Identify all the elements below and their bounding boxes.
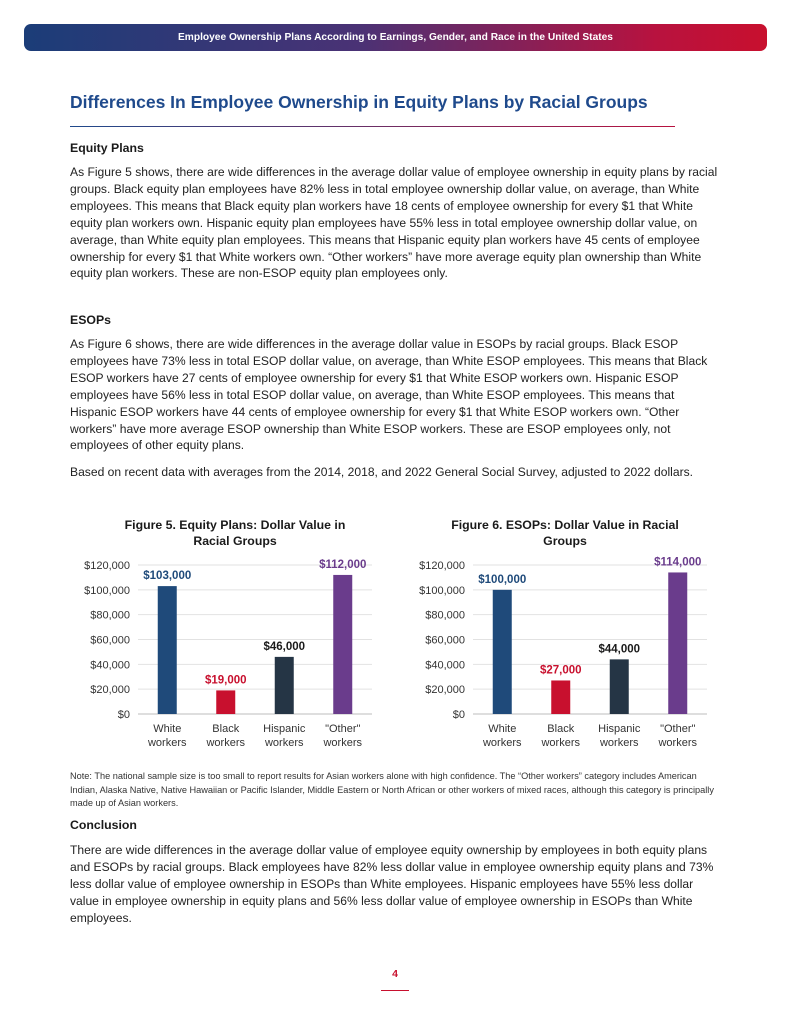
figure-6-title-line-2: Groups	[543, 534, 587, 548]
figure-6-y-tick-label: $0	[452, 709, 465, 721]
esops-heading: ESOPs	[70, 313, 112, 327]
figure-5-chart	[70, 550, 380, 755]
figure-5-y-tick-label: $100,000	[84, 584, 130, 597]
figure-6-title-line-1: Figure 6. ESOPs: Dollar Value in Racial	[451, 518, 679, 532]
figure-6-y-tick-label: $60,000	[425, 634, 465, 647]
figure-6-category-label: workers	[658, 737, 698, 749]
figure-6-y-tick-label: $100,000	[419, 584, 465, 597]
figure-5-data-label: $19,000	[204, 674, 247, 687]
figure-5-category-label: workers	[323, 737, 363, 749]
source-paragraph: Based on recent data with averages from the 2014, 2018, and 2022 General Social Survey, adjusted to 2022 dollars.	[70, 465, 694, 479]
conclusion-heading: Conclusion	[70, 818, 137, 832]
title-divider	[70, 126, 675, 127]
figure-6-category-label: Hispanic	[598, 723, 641, 735]
figure-5-category-label: workers	[147, 737, 187, 749]
figure-5-title-line-2: Racial Groups	[193, 534, 277, 548]
figure-6-category-label: White	[488, 723, 517, 735]
figure-5-bar	[216, 690, 235, 714]
figure-6-bar	[493, 590, 512, 714]
equity-plans-paragraph: As Figure 5 shows, there are wide differences in the average dollar value of employee ownership in equity plans by racial groups. Black equity plan employees have 82% less in total employee ownership dollar value, on average, than White employees. This means that Black equity plan workers have 18 cents of employee ownership for every $1 that White equity plan workers own. Hispanic equity plan employees have 55% less in total employee ownership dollar value, on average, than White equity plan employees. This means that Hispanic equity plan workers have 45 cents of employee ownership for every $1 that White workers own. “Other workers” have more average equity plan ownership than White equity plan workers. These are non-ESOP equity plan employees only.	[70, 165, 718, 281]
figure-6-data-label: $44,000	[598, 643, 641, 656]
figure-6-category-label: Black	[547, 723, 575, 735]
figure-6-data-label: $27,000	[539, 664, 582, 677]
esops-paragraph: As Figure 6 shows, there are wide differences in the average dollar value in ESOPs by racial groups. Black ESOP employees have 73% less in total ESOP dollar value, on average, than White ESOP employees. This means that Black ESOP workers have 27 cents of employee ownership for every $1 that White ESOP workers own. Hispanic ESOP employees have 56% less in total ESOP dollar value, on average, than White ESOP employees. This means that Hispanic ESOP workers have 44 cents of employee ownership for every $1 that White ESOP workers own. “Other workers” have more average ESOP ownership than White ESOP workers. These are ESOP employees only, not employees of other equity plans.	[70, 337, 708, 453]
figure-6-category-label: workers	[541, 737, 581, 749]
figure-6-bar	[551, 680, 570, 714]
figure-5-y-tick-label: $60,000	[90, 634, 130, 647]
section-title: Differences In Employee Ownership in Equity Plans by Racial Groups	[70, 92, 648, 112]
figure-5-y-tick-label: $20,000	[90, 684, 130, 697]
figure-5-category-label: White	[153, 723, 182, 735]
figure-6-data-label: $114,000	[654, 556, 702, 569]
page-number: 4	[392, 968, 398, 980]
figure-5-y-tick-label: $40,000	[90, 659, 130, 672]
figure-5-title-line-1: Figure 5. Equity Plans: Dollar Value in	[124, 518, 346, 532]
figure-5-category-label: Black	[212, 723, 240, 735]
figure-6-bar	[668, 572, 687, 714]
figure-5-bar	[158, 586, 177, 714]
header-banner: Employee Ownership Plans According to Earnings, Gender, and Race in the United States	[24, 24, 767, 51]
figure-5-bar	[333, 575, 352, 714]
figure-6-data-label: $100,000	[478, 573, 527, 586]
figure-6-bar	[610, 659, 629, 714]
figure-6-category-label: "Other"	[660, 723, 696, 735]
figure-5-title	[100, 517, 370, 549]
figure-6-y-tick-label: $80,000	[425, 609, 465, 622]
figure-5-bar	[275, 657, 294, 714]
figure-5-data-label: $103,000	[143, 570, 192, 583]
figure-5-y-tick-label: $120,000	[84, 560, 130, 572]
conclusion-paragraph: There are wide differences in the average dollar value of employee equity ownership by employees in both equity plans and ESOPs by racial groups. Black employees have 82% less dollar value in employee ownership equity plans and 73% less dollar value of employee ownership in ESOPs than White employees. Hispanic employees have 55% less dollar value in employee ownership in equity plans and 56% less dollar value of employee ownership in ESOPs than White employees.	[70, 843, 714, 925]
figure-5-category-label: workers	[206, 737, 246, 749]
figure-5-y-tick-label: $0	[117, 709, 130, 721]
page-number-rule	[381, 990, 409, 991]
figure-6-category-label: workers	[599, 737, 639, 749]
figure-5-data-label: $46,000	[263, 640, 306, 653]
figure-5-category-label: workers	[264, 737, 304, 749]
figure-6-y-tick-label: $40,000	[425, 659, 465, 672]
figure-6-category-label: workers	[482, 737, 522, 749]
footnote: Note: The national sample size is too small to report results for Asian workers alone with high confidence. The “Other workers” category includes American Indian, Alaska Native, Native Hawaiian or Pacific Islander, Middle Eastern or North African or other workers of mixed races, although this category is principally made up of Asian workers.	[70, 771, 714, 809]
figure-5-category-label: "Other"	[325, 723, 361, 735]
figure-6-title	[430, 517, 700, 549]
figure-6-y-tick-label: $20,000	[425, 684, 465, 697]
figure-5-data-label: $112,000	[319, 558, 367, 571]
figure-5-y-tick-label: $80,000	[90, 609, 130, 622]
figure-6-y-tick-label: $120,000	[419, 560, 465, 572]
figure-5-category-label: Hispanic	[263, 723, 306, 735]
figure-6-chart	[405, 550, 715, 755]
equity-plans-heading: Equity Plans	[70, 141, 144, 155]
